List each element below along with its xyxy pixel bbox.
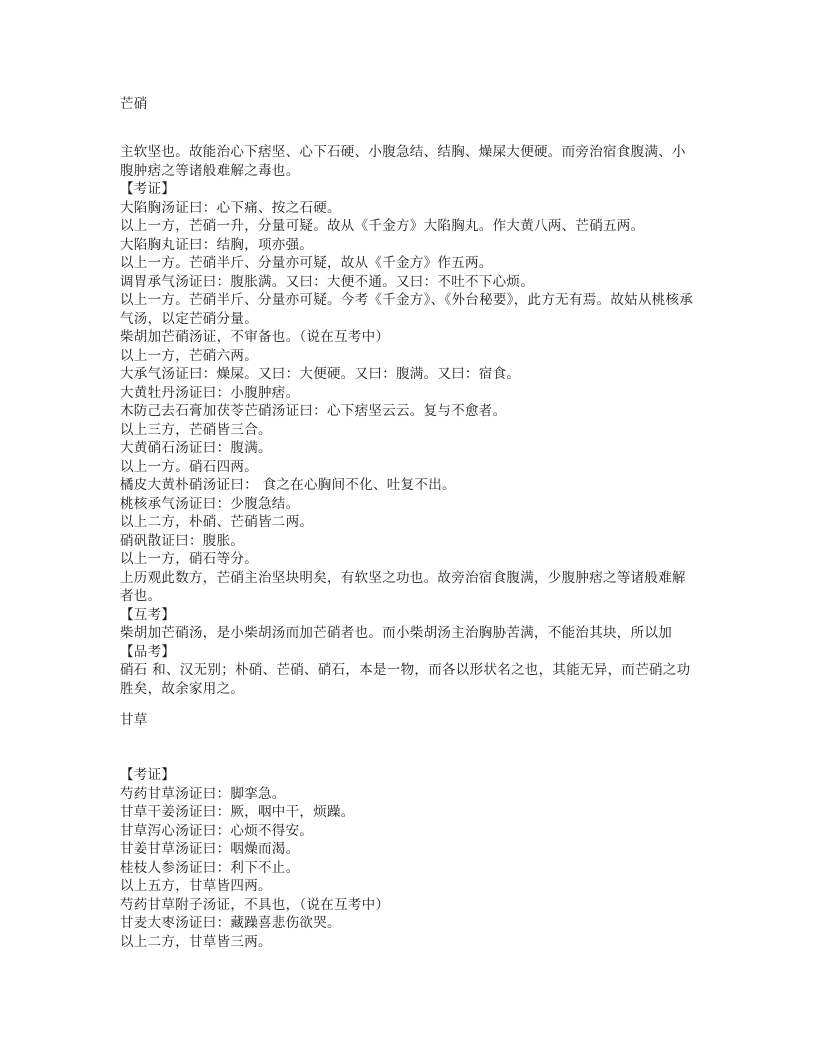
paragraph-line: 硝石 和、汉无别；朴硝、芒硝、硝石，本是一物，而各以形状名之也，其能无异，而芒硝之功 (120, 662, 691, 678)
paragraph-line: 桃核承气汤证曰：少腹急结。 (120, 495, 300, 512)
paragraph-line: 甘麦大枣汤证曰：藏躁喜悲伤欲哭。 (120, 915, 341, 931)
section-heading-hukao: 【互考】 (120, 606, 176, 623)
paragraph-line: 柴胡加芒硝汤，是小柴胡汤而加芒硝者也。而小柴胡汤主治胸胁苦满，不能治其块，所以加 (120, 625, 672, 641)
paragraph-line: 木防己去石膏加茯苓芒硝汤证曰：心下痞坚云云。复与不愈者。 (120, 403, 507, 419)
section-heading-kaozheng: 【考证】 (120, 767, 176, 783)
paragraph-line: 者也。 (120, 588, 162, 604)
paragraph-line: 芍药甘草附子汤证，不具也，（说在互考中） (120, 896, 390, 913)
paragraph-line: 以上一方，硝石等分。 (120, 551, 258, 567)
paragraph-line: 调胃承气汤证曰：腹胀满。又曰：大便不通。又曰：不吐不下心烦。 (120, 273, 534, 290)
paragraph-line: 胜矣，故余家用之。 (120, 680, 245, 697)
paragraph-line: 大陷胸丸证曰：结胸，项亦强。 (120, 236, 314, 253)
paragraph-line: 大陷胸汤证曰：心下痛、按之石硬。 (120, 199, 341, 216)
paragraph-line: 桂枝人参汤证曰：利下不止。 (120, 859, 300, 876)
section-heading-pinkao: 【品考】 (120, 643, 176, 660)
paragraph-line: 以上一方，芒硝六两。 (120, 347, 258, 364)
paragraph-line: 柴胡加芒硝汤证，不审备也。（说在互考中） (120, 329, 390, 345)
paragraph-line: 上历观此数方，芒硝主治坚块明矣，有软坚之功也。故旁治宿食腹满，少腹肿痞之等诸般难解 (120, 569, 686, 586)
paragraph-line: 大黄硝石汤证曰：腹满。 (120, 440, 272, 456)
paragraph-line: 主软坚也。故能治心下痞坚、心下石硬、小腹急结、结胸、燥屎大便硬。而旁治宿食腹满、小 (120, 144, 686, 160)
paragraph-line: 以上二方，朴硝、芒硝皆二两。 (120, 514, 314, 530)
paragraph-line: 腹肿痞之等诸般难解之毒也。 (120, 162, 300, 179)
paragraph-line: 以上一方。芒硝半斤、分量亦可疑。今考《千金方》、《外台秘要》，此方无有焉。故姑从桃核承 (120, 292, 694, 308)
paragraph-line: 大承气汤证曰：燥屎。又曰：大便硬。又曰：腹满。又曰：宿食。 (120, 366, 521, 382)
paragraph-line: 气汤，以定芒硝分量。 (120, 310, 258, 327)
paragraph-line: 硝矾散证曰：腹胀。 (120, 532, 245, 549)
paragraph-line: 甘姜甘草汤证曰：咽燥而渴。 (120, 841, 300, 857)
paragraph-line: 以上一方。芒硝半斤、分量亦可疑，故从《千金方》作五两。 (120, 255, 493, 271)
paragraph-line: 以上五方，甘草皆四两。 (120, 878, 272, 894)
paragraph-line: 芍药甘草汤证曰：脚挛急。 (120, 785, 286, 802)
paragraph-line: 以上一方，芒硝一升，分量可疑。故从《千金方》大陷胸丸。作大黄八两、芒硝五两。 (120, 218, 645, 234)
paragraph-line: 大黄牡丹汤证曰：小腹肿痞。 (120, 384, 300, 401)
paragraph-line: 甘草泻心汤证曰：心烦不得安。 (120, 822, 314, 839)
section-title-gancao: 甘草 (120, 712, 148, 728)
paragraph-line: 橘皮大黄朴硝汤证曰： 食之在心胸间不化、吐复不出。 (120, 477, 456, 493)
paragraph-line: 甘草干姜汤证曰：厥，咽中干，烦躁。 (120, 804, 355, 820)
paragraph-line: 以上三方，芒硝皆三合。 (120, 421, 272, 438)
paragraph-line: 以上一方。硝石四两。 (120, 458, 258, 475)
section-title-mangxiao: 芒硝 (120, 96, 148, 112)
paragraph-line: 以上二方，甘草皆三两。 (120, 933, 272, 950)
section-heading-kaozheng: 【考证】 (120, 181, 176, 197)
